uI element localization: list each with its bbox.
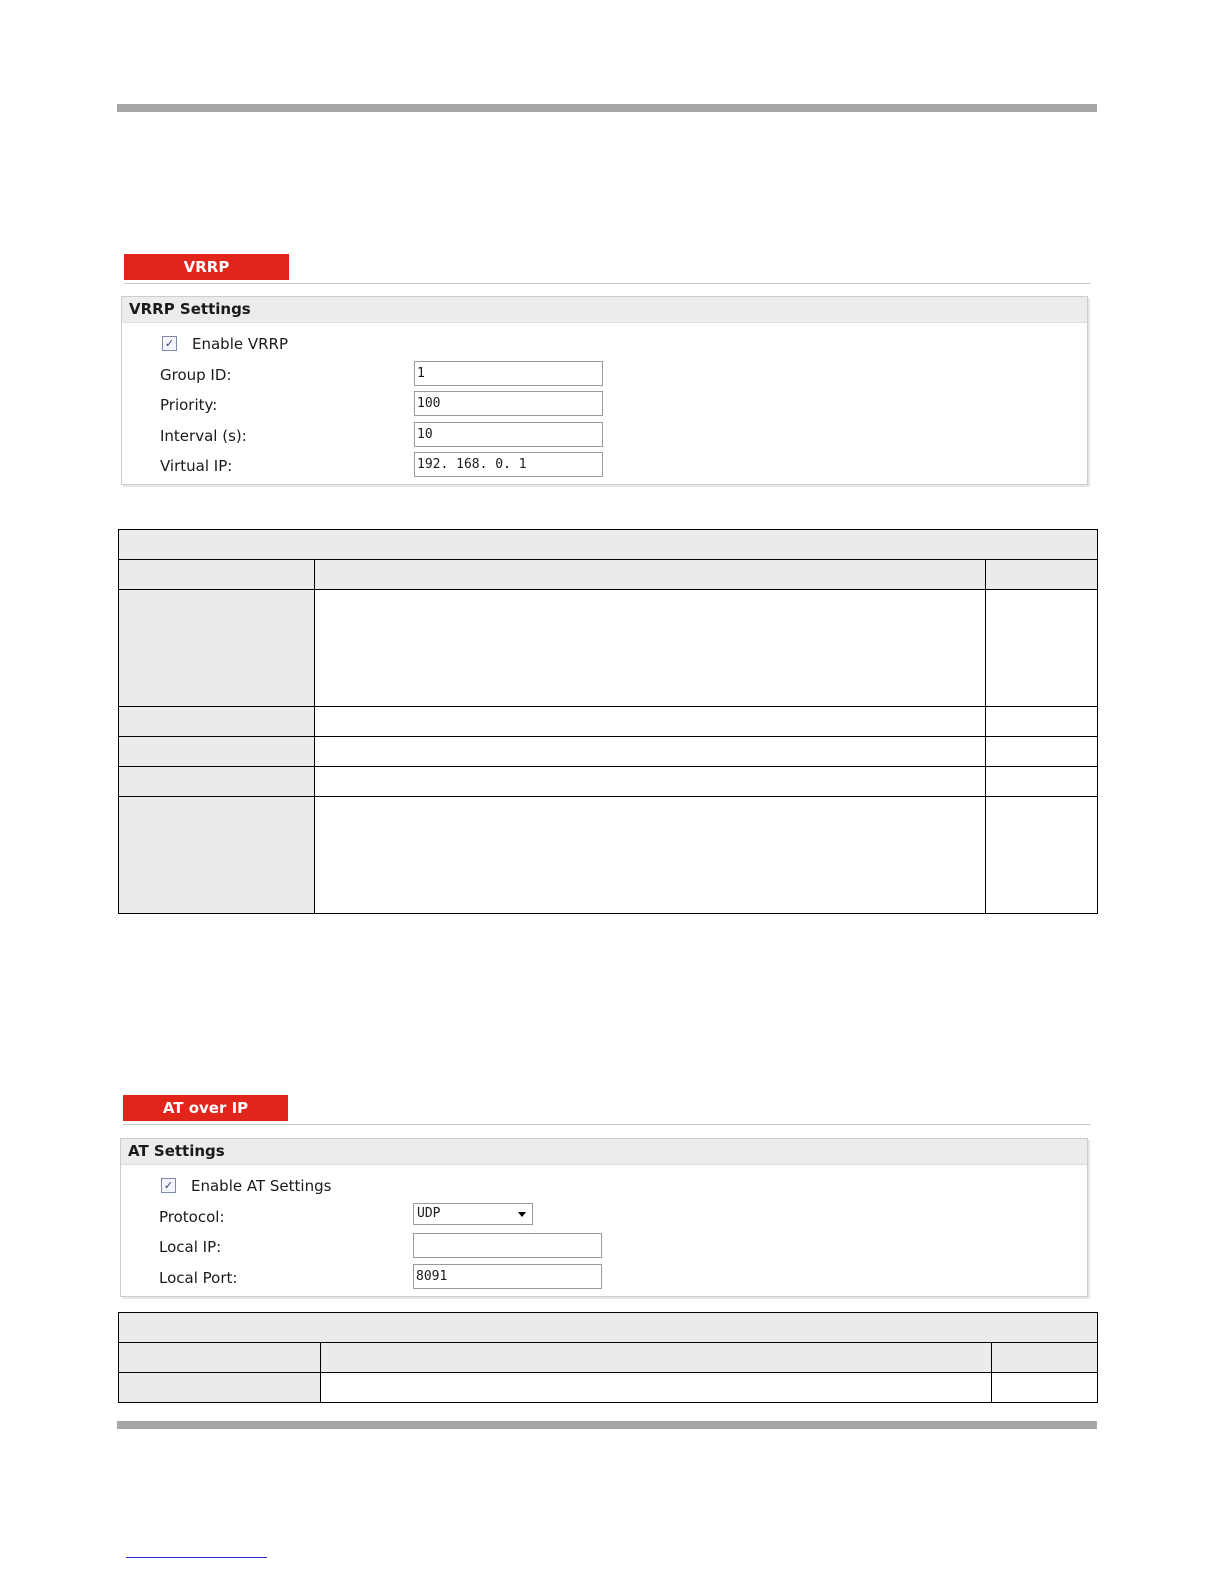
at-description-table [118, 1312, 1098, 1403]
priority-row [122, 391, 1087, 419]
enable-vrrp-label: Enable VRRP [192, 335, 289, 353]
vrrp-description-table [118, 529, 1098, 914]
table-row [119, 797, 1098, 914]
local-ip-label: Local IP: [159, 1238, 222, 1256]
at-over-ip-tab[interactable] [123, 1095, 288, 1121]
enable-at-label: Enable AT Settings [191, 1177, 332, 1195]
group-id-row [122, 361, 1087, 389]
enable-at-row [121, 1172, 1087, 1200]
virtual-ip-input[interactable]: 192. 168. 0. 1 [414, 452, 603, 477]
table-row [119, 590, 1098, 707]
interval-label: Interval (s): [160, 427, 247, 445]
at-panel-title: AT Settings [121, 1139, 1087, 1165]
table-row [119, 707, 1098, 737]
local-port-row [121, 1264, 1087, 1292]
table-header-row [119, 560, 1098, 590]
footer-rule [117, 1421, 1097, 1429]
chevron-down-icon [518, 1212, 526, 1217]
at-settings-panel [120, 1138, 1088, 1297]
protocol-label: Protocol: [159, 1208, 225, 1226]
priority-input[interactable]: 100 [414, 391, 603, 416]
footer-link-underline [126, 1557, 267, 1558]
priority-label: Priority: [160, 396, 218, 414]
local-port-label: Local Port: [159, 1269, 238, 1287]
protocol-value: UDP [417, 1206, 441, 1221]
vrrp-tab-underline [124, 283, 1090, 284]
enable-vrrp-row [122, 330, 1087, 358]
protocol-row [121, 1203, 1087, 1231]
protocol-select[interactable] [413, 1203, 533, 1225]
local-ip-row [121, 1233, 1087, 1261]
vrrp-settings-panel [121, 296, 1088, 485]
vrrp-tab[interactable] [124, 254, 289, 280]
header-rule [117, 104, 1097, 112]
group-id-input[interactable]: 1 [414, 361, 603, 386]
virtual-ip-row [122, 452, 1087, 480]
group-id-label: Group ID: [160, 366, 232, 384]
enable-at-checkbox[interactable]: ✓ [161, 1178, 176, 1193]
table-row [119, 1373, 1098, 1403]
vrrp-tab-label: VRRP [183, 258, 230, 276]
local-port-input[interactable]: 8091 [413, 1264, 602, 1289]
table-header-row [119, 1343, 1098, 1373]
table-title-row [119, 1313, 1098, 1343]
interval-row [122, 422, 1087, 450]
at-tab-underline [123, 1124, 1090, 1125]
local-ip-input[interactable] [413, 1233, 602, 1258]
enable-vrrp-checkbox[interactable]: ✓ [162, 336, 177, 351]
table-row [119, 737, 1098, 767]
table-row [119, 767, 1098, 797]
virtual-ip-label: Virtual IP: [160, 457, 233, 475]
at-over-ip-tab-label: AT over IP [162, 1099, 249, 1117]
table-title-row [119, 530, 1098, 560]
interval-input[interactable]: 10 [414, 422, 603, 447]
vrrp-panel-title: VRRP Settings [122, 297, 1087, 323]
